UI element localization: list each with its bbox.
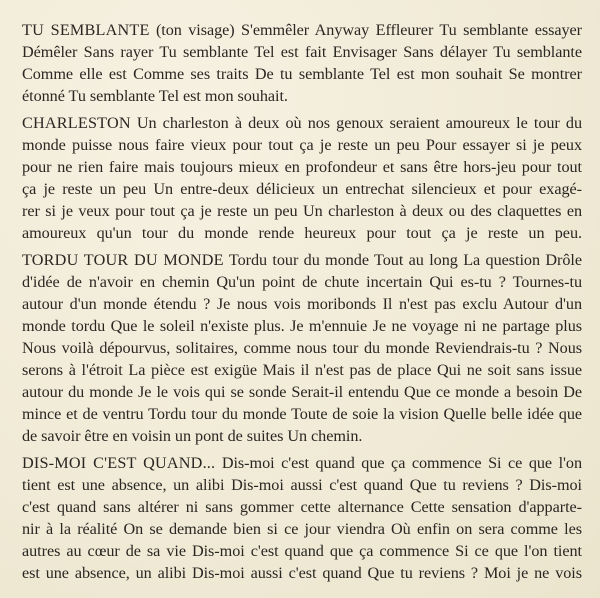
text-line: amoureux qu'un tour du monde rende heureux pour tout ça je reste un peu.: [22, 224, 582, 242]
text-line: est une absence, un alibi Dis-moi aussi c'est quand Que tu reviens ? Moi je ne vois: [22, 564, 582, 582]
text-line: autres au cœur de sa vie Dis-moi c'est quand que ça commence Si ce que l'on tient: [22, 542, 582, 560]
paragraph-dis-moi-c-est-quand: [22, 452, 582, 584]
text-line: monde puisse nous faire vieux pour tout ça je reste un peu Pour essayer si je peux: [22, 136, 582, 154]
section-heading: TU SEMBLANTE: [22, 21, 150, 39]
text-line: tient est une absence, un alibi Dis-moi aussi c'est quand Que tu reviens ? Dis-moi: [22, 476, 582, 494]
line-text: Tordu tour du monde Tout au long La question Drôle: [223, 251, 582, 269]
text-line: de savoir être en voisin un pont de suites Un chemin.: [22, 427, 363, 445]
text-line: c'est quand sans altérer ni sans gommer cette alternance Cette sensation d'apparte-: [22, 498, 582, 516]
text-line: serons à l'étroit La pièce est exigüe Mais il n'est pas de place Qui ne soit sans issue: [22, 361, 582, 379]
text-line: étonné Tu semblante Tel est mon souhait.: [22, 87, 288, 105]
lyrics-page: [22, 19, 582, 589]
text-line: Nous voilà dépourvus, solitaires, comme nous tour du monde Reviendrais-tu ? Nous: [22, 339, 582, 357]
text-line: ça je reste un peu Un entre-deux délicieux un entrechat silencieux et pour exagé-: [22, 180, 582, 198]
section-heading: CHARLESTON: [22, 114, 131, 132]
text-line: [22, 112, 582, 134]
section-heading: TORDU TOUR DU MONDE: [22, 251, 224, 269]
text-line: autour d'un monde étendu ? Je nous vois moribonds Il n'est pas exclu Autour d'un: [22, 295, 582, 313]
text-line: [22, 19, 582, 41]
line-text: Dis-moi c'est quand que ça commence Si ce que l'on: [215, 454, 582, 472]
text-line: rer si je veux pour tout ça je reste un peu Un charleston à deux ou des claquettes en: [22, 202, 582, 220]
text-line: [22, 452, 582, 474]
paragraph-tu-semblante: [22, 19, 582, 107]
section-heading: DIS-MOI C'EST QUAND...: [22, 454, 216, 472]
text-line: monde tordu Que le soleil n'existe plus. Je m'ennuie Je ne voyage ni ne partage plus: [22, 317, 582, 335]
text-line: nir à la réalité On se demande bien si ce jour viendra Où enfin on sera comme les: [22, 520, 582, 538]
text-line: Démêler Sans rayer Tu semblante Tel est fait Envisager Sans délayer Tu semblante: [22, 43, 582, 61]
paragraph-tordu-tour-du-monde: [22, 249, 582, 447]
text-line: Comme elle est Comme ses traits De tu semblante Tel est mon souhait Se montrer: [22, 65, 582, 83]
text-line: pour ne rien faire mais toujours mieux en profondeur et sans être hors-jeu pour tout: [22, 158, 582, 176]
text-line: [22, 249, 582, 271]
text-line: autour du monde Je le vois qui se sonde Serait-il entendu Que ce monde a besoin De: [22, 383, 582, 401]
line-text: Un charleston à deux où nos genoux seraient amoureux le tour du: [130, 114, 582, 132]
paragraph-charleston: [22, 112, 582, 244]
line-text: (ton visage) S'emmêler Anyway Effleurer Tu semblante essayer: [149, 21, 582, 39]
text-line: d'idée de n'avoir en chemin Qu'un point de chute incertain Qui es-tu ? Tournes-tu: [22, 273, 582, 291]
text-line: mince et de ventru Tordu tour du monde Toute de soie la vision Quelle belle idée que: [22, 405, 582, 423]
